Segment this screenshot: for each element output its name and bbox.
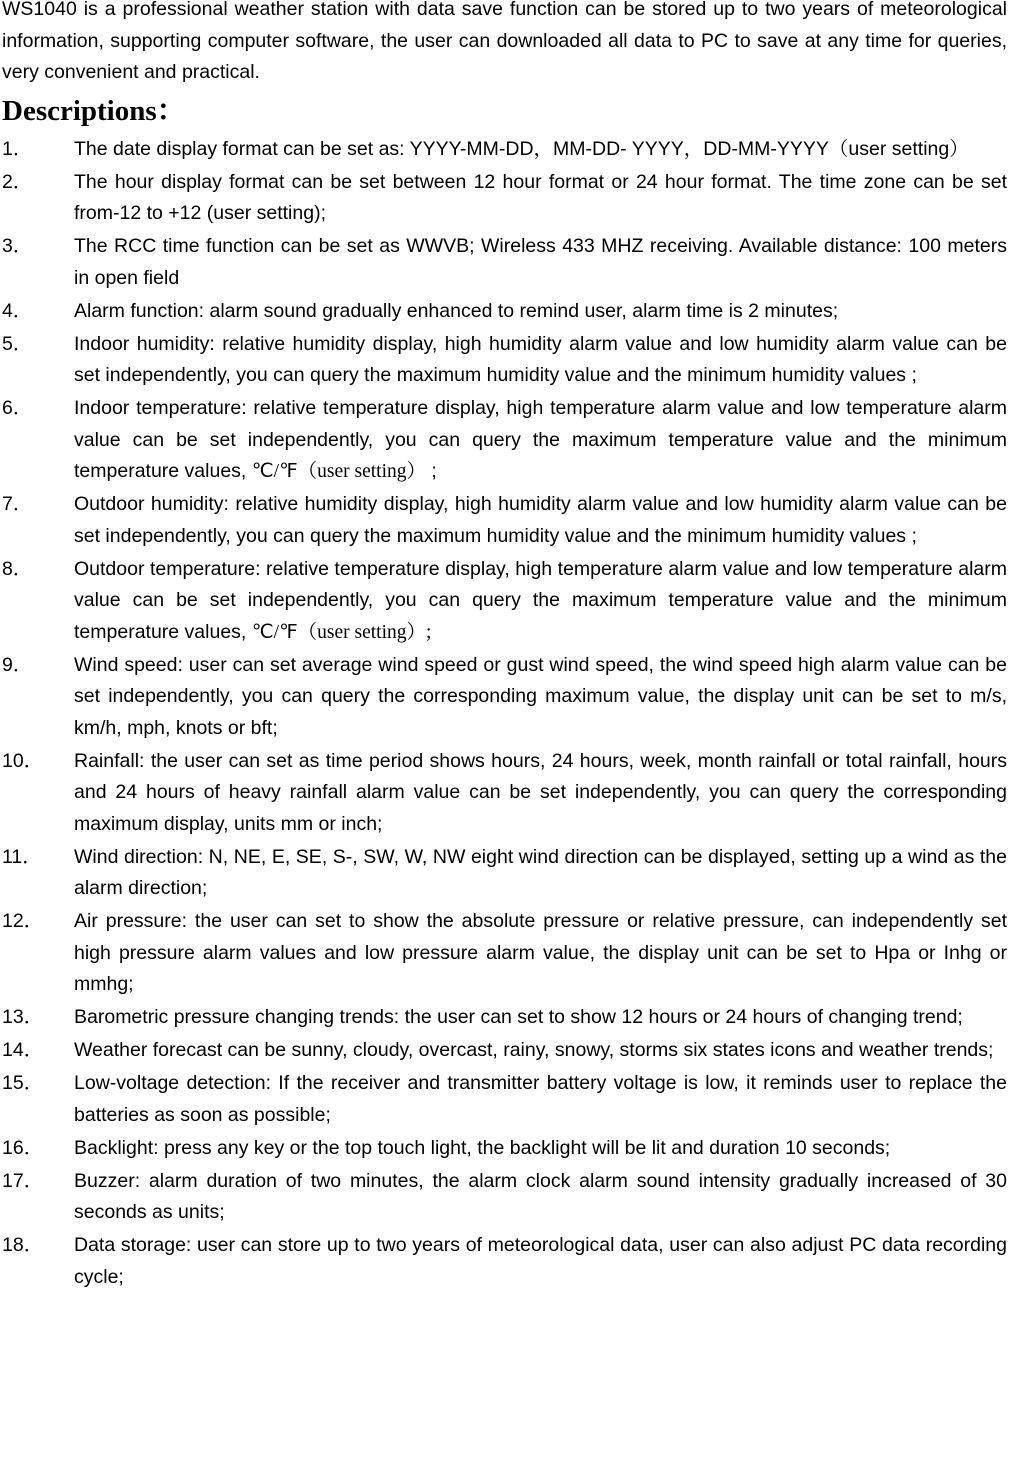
item-text: Outdoor humidity: relative humidity display, high humidity alarm value and low humidity alarm value can be set independently, you can query the maximum humidity value and the minimum humidity values ;	[74, 493, 1007, 547]
item-number: 13．	[2, 1006, 44, 1028]
list-item	[0, 842, 1010, 905]
list-item	[0, 1166, 1010, 1229]
item-number: 14．	[2, 1039, 44, 1061]
list-item	[0, 1068, 1010, 1131]
list-item	[0, 1035, 1010, 1067]
item-number: 17．	[2, 1169, 44, 1192]
item-number: 8．	[2, 557, 33, 580]
item-number: 1．	[2, 137, 33, 160]
list-item	[0, 329, 1010, 392]
item-text: Backlight: press any key or the top touch light, the backlight will be lit and duration 10 seconds;	[74, 1136, 891, 1159]
list-item	[0, 393, 1010, 488]
list-item	[0, 1133, 1010, 1165]
list-item	[0, 650, 1010, 745]
list-item	[0, 1002, 1010, 1034]
item-number: 5．	[2, 332, 33, 355]
item-number: 18．	[2, 1234, 44, 1256]
descriptions-heading: Descriptions：	[2, 94, 186, 127]
item-text: The date display format can be set as: YYYY-MM-DD，MM-DD- YYYY，DD-MM-YYYY（user setting）	[74, 137, 969, 160]
item-text: Data storage: user can store up to two years of meteorological data, user can also adjust PC data recording cycle;	[74, 1234, 1007, 1288]
item-text: Alarm function: alarm sound gradually enhanced to remind user, alarm time is 2 minutes;	[74, 299, 839, 322]
list-item	[0, 554, 1010, 649]
item-number: 9．	[2, 653, 33, 676]
item-number: 10．	[2, 749, 44, 772]
item-text: Air pressure: the user can set to show the absolute pressure or relative pressure, can independently set high pressure alarm values and low pressure alarm value, the display unit can be set to Hpa or Inhg or mmhg;	[74, 910, 1007, 995]
descriptions-list	[0, 134, 1010, 1294]
item-text: The RCC time function can be set as WWVB; Wireless 433 MHZ receiving. Available distance: 100 meters in open field	[74, 235, 1007, 289]
item-number: 12．	[2, 910, 44, 932]
item-text: Outdoor temperature: relative temperature display, high temperature alarm value and low temperature alarm value can be set independently, you can query the maximum temperature value and the minimum temperature values,	[74, 557, 1007, 643]
item-number: 15．	[2, 1072, 44, 1094]
item-number: 3．	[2, 235, 33, 257]
item-text: Low-voltage detection: If the receiver and transmitter battery voltage is low, it reminds user to replace the batteries as soon as possible;	[74, 1072, 1007, 1126]
item-number: 6．	[2, 397, 33, 419]
item-text: Barometric pressure changing trends: the user can set to show 12 hours or 24 hours of changing trend;	[74, 1006, 963, 1028]
list-item	[0, 296, 1010, 328]
list-item	[0, 1230, 1010, 1293]
list-item	[0, 489, 1010, 552]
item-text: Indoor temperature: relative temperature display, high temperature alarm value and low temperature alarm value can be set independently, you can query the maximum temperature value and the minimum temperature values,	[74, 397, 1007, 482]
unit-setting-note: ℃/℉（user setting）	[251, 461, 426, 482]
item-number: 7．	[2, 493, 33, 515]
item-text: Indoor humidity: relative humidity display, high humidity alarm value and low humidity alarm value can be set independently, you can query the maximum humidity value and the minimum humidity values ;	[74, 332, 1007, 386]
item-text: Wind direction: N, NE, E, SE, S-, SW, W, NW eight wind direction can be displayed, setting up a wind as the alarm direction;	[74, 845, 1007, 899]
item-text: Wind speed: user can set average wind speed or gust wind speed, the wind speed high alarm value can be set independently, you can query the corresponding maximum value, the display unit can be set to m/s, km/h, mph, knots or bft;	[74, 653, 1007, 739]
item-number: 16．	[2, 1136, 44, 1159]
intro-paragraph: WS1040 is a professional weather station with data save function can be stored up to two years of meteorological information, supporting computer software, the user can downloaded all data to PC to save at any time for queries, very convenient and practical.	[2, 0, 1007, 83]
item-tail: ;	[426, 460, 437, 482]
item-text: Buzzer: alarm duration of two minutes, the alarm clock alarm sound intensity gradually increased of 30 seconds as units;	[74, 1169, 1007, 1223]
item-text: Rainfall: the user can set as time period shows hours, 24 hours, week, month rainfall or total rainfall, hours and 24 hours of heavy rainfall alarm value can be set independently, you can query the corresponding maximum display, units mm or inch;	[74, 749, 1007, 835]
item-text: The hour display format can be set between 12 hour format or 24 hour format. The time zone can be set from-12 to +12 (user setting);	[74, 170, 1007, 224]
item-number: 11．	[2, 845, 42, 868]
item-text-wrapper	[74, 554, 1007, 649]
list-item	[0, 746, 1010, 841]
list-item	[0, 906, 1010, 1001]
item-text: Weather forecast can be sunny, cloudy, overcast, rainy, snowy, storms six states icons and weather trends;	[74, 1039, 994, 1061]
item-text-wrapper	[74, 393, 1007, 488]
item-number: 4．	[2, 299, 33, 322]
list-item	[0, 231, 1010, 294]
item-number: 2．	[2, 170, 33, 193]
unit-setting-note: ℃/℉（user setting）;	[251, 621, 432, 643]
list-item	[0, 167, 1010, 230]
list-item	[0, 134, 1010, 166]
